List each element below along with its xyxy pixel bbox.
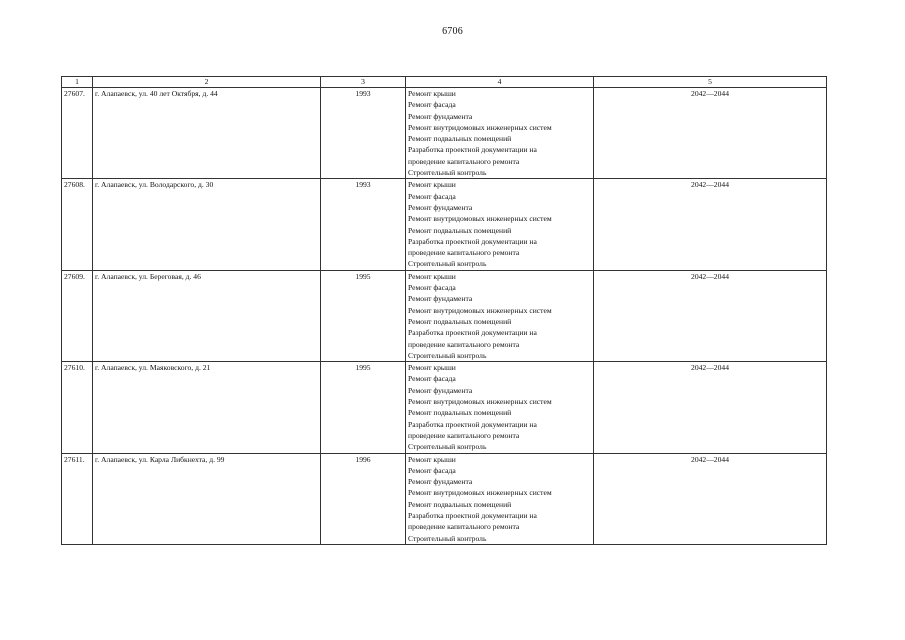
repair-works-list: [406, 453, 594, 544]
table-row: [62, 179, 827, 270]
repair-work-item: Разработка проектной документации на: [408, 510, 537, 520]
repair-period: 2042—2044: [594, 453, 827, 544]
repair-work-item: Ремонт подвальных помещений: [408, 316, 512, 326]
table-body: [62, 88, 827, 545]
table-row: [62, 453, 827, 544]
repair-work-item: Строительный контроль: [408, 350, 487, 360]
repair-works-list: [406, 270, 594, 361]
repair-works-list: [406, 362, 594, 453]
building-address: г. Алапаевск, ул. Володарского, д. 30: [93, 179, 321, 270]
repair-work-item: Ремонт подвальных помещений: [408, 225, 512, 235]
repair-work-item: Строительный контроль: [408, 259, 487, 269]
repair-work-item: Ремонт подвальных помещений: [408, 134, 512, 144]
repair-work-item: Ремонт крыши: [408, 89, 456, 98]
repair-work-item: Ремонт внутридомовых инженерных систем: [408, 488, 552, 498]
building-address: г. Алапаевск, ул. Маяковского, д. 21: [93, 362, 321, 453]
repair-work-item: Ремонт фундамента: [408, 111, 473, 121]
repair-work-item: Строительный контроль: [408, 442, 487, 452]
commission-year: 1993: [321, 88, 406, 179]
repair-work-item: Ремонт внутридомовых инженерных систем: [408, 214, 552, 224]
building-address: г. Алапаевск, ул. Карла Либкнехта, д. 99: [93, 453, 321, 544]
repair-work-item: Ремонт фасада: [408, 283, 456, 293]
repair-work-item: проведение капитального ремонта: [408, 339, 520, 349]
repair-works-list: [406, 179, 594, 270]
building-address: г. Алапаевск, ул. Береговая, д. 46: [93, 270, 321, 361]
repair-period: 2042—2044: [594, 270, 827, 361]
row-number: 27610.: [62, 362, 93, 453]
row-number: 27609.: [62, 270, 93, 361]
repair-work-item: Ремонт фасада: [408, 465, 456, 475]
table-row: [62, 270, 827, 361]
repair-work-item: Ремонт подвальных помещений: [408, 499, 512, 509]
page-number: 6706: [442, 26, 463, 37]
repair-work-item: Ремонт фундамента: [408, 385, 473, 395]
repair-work-item: Ремонт фундамента: [408, 202, 473, 212]
repair-work-item: Ремонт крыши: [408, 363, 456, 373]
repair-work-item: Ремонт фасада: [408, 100, 456, 110]
repair-work-item: Ремонт внутридомовых инженерных систем: [408, 122, 552, 132]
repair-schedule-table: [61, 76, 827, 545]
repair-work-item: проведение капитального ремонта: [408, 522, 520, 532]
repair-period: 2042—2044: [594, 88, 827, 179]
building-address: г. Алапаевск, ул. 40 лет Октября, д. 44: [93, 88, 321, 179]
row-number: 27611.: [62, 453, 93, 544]
header-row: [62, 77, 827, 88]
repair-work-item: проведение капитального ремонта: [408, 248, 520, 258]
repair-work-item: Разработка проектной документации на: [408, 419, 537, 429]
repair-work-item: проведение капитального ремонта: [408, 156, 520, 166]
repair-work-item: Ремонт крыши: [408, 454, 456, 464]
repair-work-item: Ремонт крыши: [408, 271, 456, 281]
repair-work-item: Ремонт фундамента: [408, 294, 473, 304]
repair-work-item: Ремонт внутридомовых инженерных систем: [408, 305, 552, 315]
repair-work-item: Строительный контроль: [408, 533, 487, 543]
header-col-1: 1: [62, 77, 93, 88]
repair-works-list: [406, 88, 594, 179]
commission-year: 1996: [321, 453, 406, 544]
header-col-5: 5: [594, 77, 827, 88]
repair-work-item: Ремонт фасада: [408, 191, 456, 201]
header-col-4: 4: [406, 77, 594, 88]
repair-work-item: Строительный контроль: [408, 168, 487, 178]
table-header: [62, 77, 827, 88]
commission-year: 1995: [321, 270, 406, 361]
header-col-3: 3: [321, 77, 406, 88]
repair-period: 2042—2044: [594, 179, 827, 270]
table-row: [62, 88, 827, 179]
repair-work-item: Разработка проектной документации на: [408, 328, 537, 338]
repair-work-item: Разработка проектной документации на: [408, 236, 537, 246]
repair-work-item: Ремонт фундамента: [408, 477, 473, 487]
repair-work-item: Ремонт крыши: [408, 180, 456, 190]
repair-work-item: Ремонт внутридомовых инженерных систем: [408, 397, 552, 407]
commission-year: 1993: [321, 179, 406, 270]
row-number: 27608.: [62, 179, 93, 270]
repair-period: 2042—2044: [594, 362, 827, 453]
header-col-2: 2: [93, 77, 321, 88]
commission-year: 1995: [321, 362, 406, 453]
table-row: [62, 362, 827, 453]
row-number: 27607.: [62, 88, 93, 179]
repair-work-item: Ремонт фасада: [408, 374, 456, 384]
repair-work-item: проведение капитального ремонта: [408, 430, 520, 440]
repair-work-item: Разработка проектной документации на: [408, 145, 537, 155]
repair-work-item: Ремонт подвальных помещений: [408, 408, 512, 418]
